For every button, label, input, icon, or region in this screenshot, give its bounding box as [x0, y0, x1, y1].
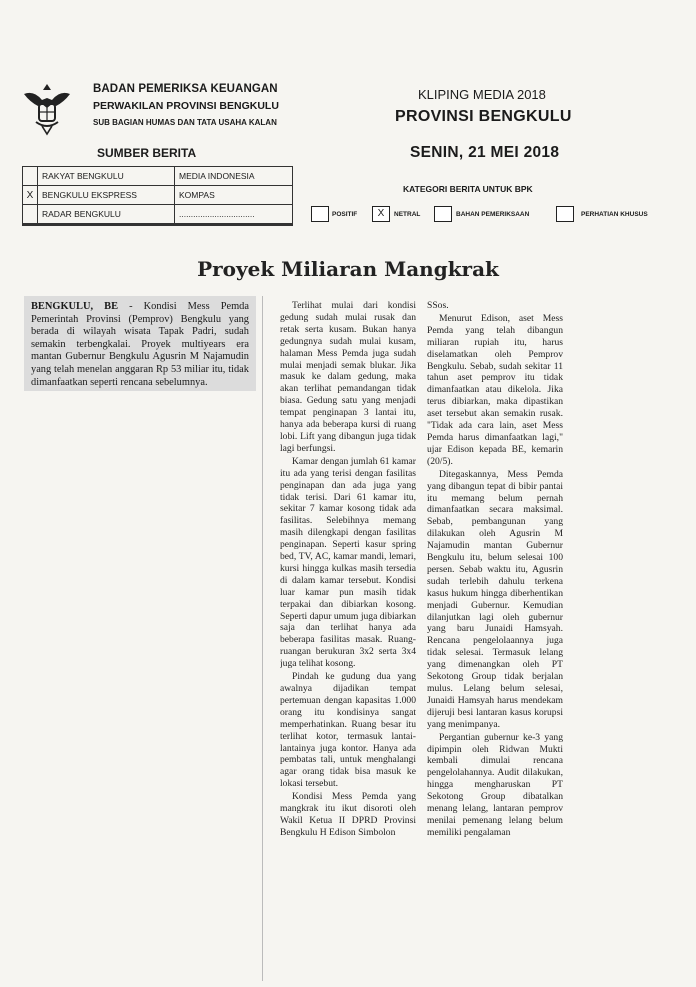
lead-text: - Kondisi Mess Pemda Pemerintah Provinsi (Pemprov) Bengkulu yang berada di wilayah wisata Tapak Padri, sudah semakin terbengkalai. Proyek multiyears era mantan Gubernur Bengkulu Agusrin M Najamudin yang telah menelan anggaran Rp 53 miliar itu, tidak dimanfaatkan seperti rencana sebelumnya.	[31, 301, 249, 388]
source-row	[23, 167, 293, 186]
page-fold	[262, 296, 263, 981]
source-name: KOMPAS	[175, 186, 293, 205]
category-label-positif: POSITIF	[332, 211, 358, 218]
paragraph: SSos.	[427, 300, 449, 311]
source-title: SUMBER BERITA	[97, 146, 197, 160]
article-column-1	[280, 300, 416, 980]
clipping-date: SENIN, 21 MEI 2018	[410, 144, 560, 161]
org-branch: PERWAKILAN PROVINSI BENGKULU	[93, 100, 279, 112]
category-label-netral: NETRAL	[394, 211, 421, 218]
paragraph: Pergantian gubernur ke-3 yang dipimpin oleh Ridwan Mukti kembali dimulai rencana pengelolahannya. Audit dilakukan, hingga mengharuskan PT Sekotong Group dibatalkan menang lelang, lantaran pemprov menilai pemenang lelang belum memiliki pengalaman	[427, 731, 563, 838]
paragraph: Kondisi Mess Pemda yang mangkrak itu ikut disoroti oleh Wakil Ketua II DPRD Provinsi Bengkulu H Edison Simbolon	[280, 791, 416, 838]
category-checkbox-netral: X	[372, 206, 390, 222]
source-name: MEDIA INDONESIA	[175, 167, 293, 186]
garuda-emblem-icon	[22, 80, 72, 138]
article-lead	[24, 296, 256, 391]
source-mark	[23, 167, 38, 186]
source-name: ................................	[175, 205, 293, 225]
category-checkbox-bahan	[434, 206, 452, 222]
paragraph: Terlihat mulai dari kondisi gedung sudah mulai rusak dan retak serta kusam. Bukan hanya gedungnya sudah mulai kusam, halaman Mess Pemda juga sudah mulai menjadi semak blukar. Jika masuk ke dalam gedung, maka akan terlihat pemandangan tidak biasa. Gedung satu yang menjadi tempat penginapan 3 lantai itu, hanya ada beberapa kursi di ruang lobi. Lift yang dibangun juga tidak lagi berfungsi.	[280, 300, 416, 454]
lead-dateline: BENGKULU, BE	[31, 301, 119, 312]
category-title: KATEGORI BERITA UNTUK BPK	[403, 184, 533, 194]
source-name: RADAR BENGKULU	[38, 205, 175, 225]
paragraph: Menurut Edison, aset Mess Pemda yang telah dibangun miliaran rupiah itu, harus diselamatkan oleh Pemprov Bengkulu. Sebab, sudah sekitar 11 tahun aset pemprov itu tidak dimanfaatkan atau dikelola. Jika terus dibiarkan, maka dipastikan aset tersebut akan semakin rusak. "Tidak ada cara lain, aset Mess Pemda harus dimanfaatkan lagi," ujar Edison kepada BE, kemarin (20/5).	[427, 312, 563, 467]
article-headline: Proyek Miliaran Mangkrak	[197, 257, 499, 281]
org-subdivision: SUB BAGIAN HUMAS DAN TATA USAHA KALAN	[93, 118, 277, 127]
source-row	[23, 186, 293, 205]
source-mark	[23, 205, 38, 225]
paragraph: Kamar dengan jumlah 61 kamar itu ada yang terisi dengan fasilitas penginapan dan ada juga yang tidak terisi. Dari 61 kamar itu, sekitar 7 kamar kosong tidak ada fasilitas. Selebihnya memang masih dilengkapi dengan fasilitas penginapan. Seperti kasur spring bed, TV, AC, kamar mandi, lemari, kursi hingga kulkas masih tersedia di dalam kamar tersebut. Kondisi luar kamar pun masih tidak terpakai dan dibiarkan kosong. Seperti dapur umum juga dibiarkan saja dan terlihat hanya ada beberapa fasilitas masak. Ruang-ruangan berukuran 3x2 serta 3x4 juga telihat kosong.	[280, 455, 416, 670]
org-name: BADAN PEMERIKSA KEUANGAN	[93, 83, 278, 95]
category-checkbox-perhatian	[556, 206, 574, 222]
source-row	[23, 205, 293, 225]
category-label-perhatian: PERHATIAN KHUSUS	[581, 211, 648, 218]
source-mark: X	[23, 186, 38, 205]
paragraph: Ditegaskannya, Mess Pemda yang dibangun tepat di bibir pantai itu memang belum pernah dimanfaatkan secara maksimal. Sebab, pembangunan yang dilakukan oleh Agusrin M Najamudin mantan Gubernur Bengkulu itu, belum selesai 100 persen. Sebab waktu itu, Agusrin sudah terlebih dahulu terkena kasus hukum hingga diberhentikan menjadi Gubernur. Kemudian dilanjutkan lagi oleh gubernur yang baru Junaidi Hamsyah. Rencana pengelolaannya juga tidak selesai. Termasuk lelang yang dimenangkan oleh PT Sekotong Group tidak berjalan mulus. Lelang belum selesai, Junaidi Hamsyah harus mendekam dijeruji besi lantaran kasus korupsi yang menimpanya.	[427, 468, 563, 730]
kliping-title: KLIPING MEDIA 2018	[418, 87, 546, 102]
category-checkbox-positif	[311, 206, 329, 222]
source-table	[22, 166, 293, 226]
paragraph: Pindah ke gudung dua yang awalnya dijadikan tempat pertemuan dengan kapasitas 1.000 orang itu kondisinya sangat memperhatinkan. Ruang besar itu terlihat kotor, termasuk lantai-lantainya juga kontor. Hanya ada pembatas tali, untuk menghalangi agar orang tidak bisa masuk ke lokasi tersebut.	[280, 671, 416, 790]
province-title: PROVINSI BENGKULU	[395, 108, 572, 125]
source-name: RAKYAT BENGKULU	[38, 167, 175, 186]
source-name: BENGKULU EKSPRESS	[38, 186, 175, 205]
category-label-bahan: BAHAN PEMERIKSAAN	[456, 211, 530, 218]
article-column-2	[427, 300, 563, 980]
